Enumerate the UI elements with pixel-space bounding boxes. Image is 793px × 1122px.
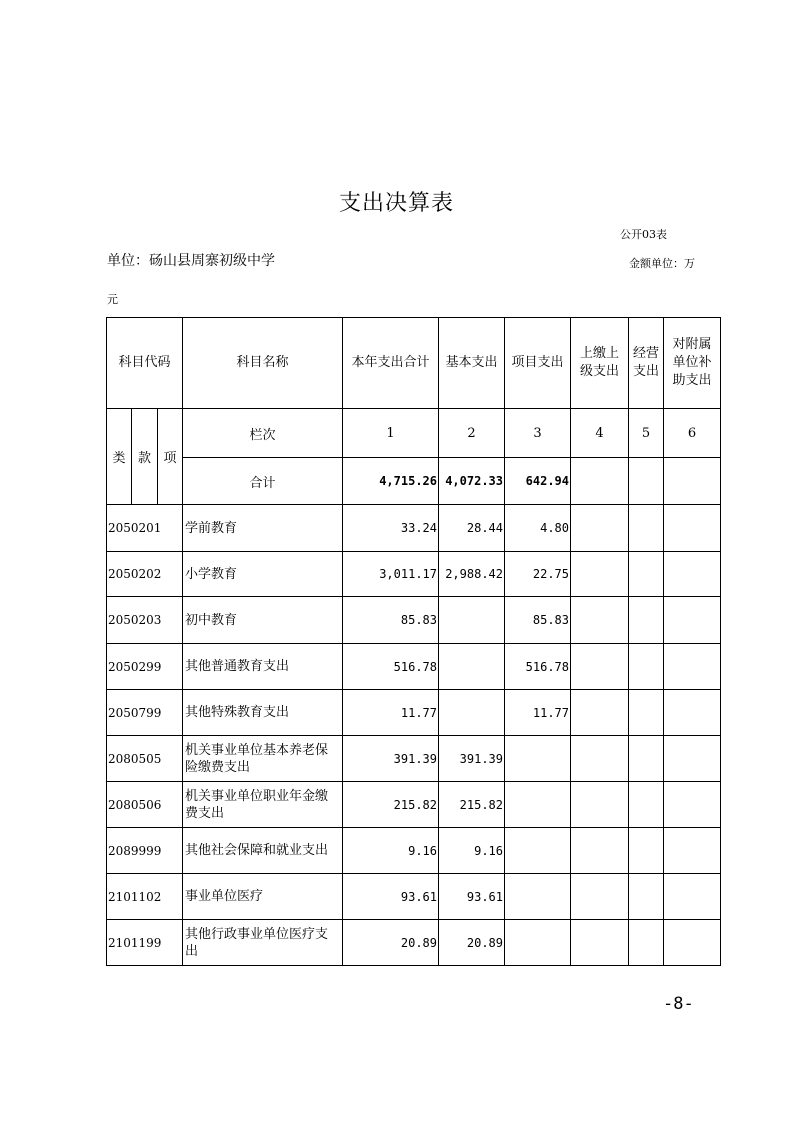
row-col3 xyxy=(505,736,571,782)
row-col4 xyxy=(571,597,629,644)
row-col3: 22.75 xyxy=(505,552,571,597)
table-row xyxy=(107,920,721,966)
row-col1: 85.83 xyxy=(343,597,439,644)
row-col5 xyxy=(629,505,664,552)
row-col2: 20.89 xyxy=(439,920,505,966)
row-col6 xyxy=(664,828,721,874)
header-name: 科目名称 xyxy=(183,318,343,409)
row-col3: 11.77 xyxy=(505,690,571,736)
row-col6 xyxy=(664,552,721,597)
row-name: 学前教育 xyxy=(183,505,343,552)
row-col3: 4.80 xyxy=(505,505,571,552)
row-col5 xyxy=(629,597,664,644)
row-col6 xyxy=(664,597,721,644)
row-col5 xyxy=(629,828,664,874)
row-code: 2050203 xyxy=(107,597,183,644)
header-col6: 对附属单位补助支出 xyxy=(664,318,721,409)
header-code: 科目代码 xyxy=(107,318,183,409)
row-col6 xyxy=(664,690,721,736)
row-col4 xyxy=(571,505,629,552)
row-col1: 3,011.17 xyxy=(343,552,439,597)
table-row xyxy=(107,552,721,597)
row-col2: 9.16 xyxy=(439,828,505,874)
header-row xyxy=(107,318,721,409)
row-col2: 391.39 xyxy=(439,736,505,782)
row-name: 其他特殊教育支出 xyxy=(183,690,343,736)
table-row xyxy=(107,644,721,690)
table-row xyxy=(107,782,721,828)
row-col2 xyxy=(439,597,505,644)
row-col1: 33.24 xyxy=(343,505,439,552)
row-col6 xyxy=(664,644,721,690)
amount-unit-label-continued: 元 xyxy=(107,293,118,306)
row-col3 xyxy=(505,920,571,966)
row-col5 xyxy=(629,690,664,736)
table-row xyxy=(107,736,721,782)
row-col3 xyxy=(505,874,571,920)
row-code: 2101199 xyxy=(107,920,183,966)
header-col4: 上缴上级支出 xyxy=(571,318,629,409)
row-name: 其他社会保障和就业支出 xyxy=(183,828,343,874)
header-xiang: 项 xyxy=(158,409,183,505)
col-number-6: 6 xyxy=(664,409,721,458)
row-col1: 11.77 xyxy=(343,690,439,736)
row-col3: 516.78 xyxy=(505,644,571,690)
row-col6 xyxy=(664,505,721,552)
row-col5 xyxy=(629,644,664,690)
row-col4 xyxy=(571,736,629,782)
row-col4 xyxy=(571,828,629,874)
col-number-4: 4 xyxy=(571,409,629,458)
row-code: 2080505 xyxy=(107,736,183,782)
row-col5 xyxy=(629,552,664,597)
row-col4 xyxy=(571,782,629,828)
row-col4 xyxy=(571,644,629,690)
row-col6 xyxy=(664,874,721,920)
column-number-row xyxy=(107,409,721,458)
row-name: 小学教育 xyxy=(183,552,343,597)
expenditure-table xyxy=(106,317,721,966)
row-col1: 20.89 xyxy=(343,920,439,966)
row-col5 xyxy=(629,920,664,966)
row-col5 xyxy=(629,782,664,828)
row-code: 2050299 xyxy=(107,644,183,690)
row-col5 xyxy=(629,874,664,920)
row-col4 xyxy=(571,874,629,920)
row-col3 xyxy=(505,828,571,874)
total-col2: 4,072.33 xyxy=(439,458,505,505)
row-col1: 516.78 xyxy=(343,644,439,690)
row-col4 xyxy=(571,920,629,966)
total-col3: 642.94 xyxy=(505,458,571,505)
col-number-5: 5 xyxy=(629,409,664,458)
row-code: 2050799 xyxy=(107,690,183,736)
row-name: 机关事业单位基本养老保险缴费支出 xyxy=(183,736,343,782)
row-col2: 93.61 xyxy=(439,874,505,920)
table-row xyxy=(107,597,721,644)
row-col6 xyxy=(664,920,721,966)
row-col2 xyxy=(439,690,505,736)
row-col2: 215.82 xyxy=(439,782,505,828)
total-label: 合计 xyxy=(183,458,343,505)
header-col1: 本年支出合计 xyxy=(343,318,439,409)
row-code: 2101102 xyxy=(107,874,183,920)
form-number: 公开03表 xyxy=(620,228,667,241)
table-row xyxy=(107,690,721,736)
row-name: 机关事业单位职业年金缴费支出 xyxy=(183,782,343,828)
row-col2 xyxy=(439,644,505,690)
row-col6 xyxy=(664,782,721,828)
header-col3: 项目支出 xyxy=(505,318,571,409)
page-number: -8- xyxy=(663,994,694,1014)
row-name: 初中教育 xyxy=(183,597,343,644)
total-row xyxy=(107,458,721,505)
amount-unit-label: 金额单位：万 xyxy=(629,257,695,270)
row-col1: 391.39 xyxy=(343,736,439,782)
row-code: 2050202 xyxy=(107,552,183,597)
row-col2: 28.44 xyxy=(439,505,505,552)
row-code: 2080506 xyxy=(107,782,183,828)
page-title: 支出决算表 xyxy=(338,191,454,216)
row-code: 2050201 xyxy=(107,505,183,552)
header-col5: 经营支出 xyxy=(629,318,664,409)
table-row xyxy=(107,505,721,552)
row-col1: 93.61 xyxy=(343,874,439,920)
col-number-2: 2 xyxy=(439,409,505,458)
row-col3: 85.83 xyxy=(505,597,571,644)
row-name: 其他普通教育支出 xyxy=(183,644,343,690)
header-kuan: 款 xyxy=(132,409,158,505)
header-lei: 类 xyxy=(107,409,132,505)
row-col1: 9.16 xyxy=(343,828,439,874)
row-col1: 215.82 xyxy=(343,782,439,828)
row-col4 xyxy=(571,690,629,736)
unit-label: 单位：砀山县周寨初级中学 xyxy=(107,253,275,269)
row-col3 xyxy=(505,782,571,828)
row-col5 xyxy=(629,736,664,782)
table-row xyxy=(107,874,721,920)
total-col1: 4,715.26 xyxy=(343,458,439,505)
col-number-3: 3 xyxy=(505,409,571,458)
row-col2: 2,988.42 xyxy=(439,552,505,597)
table-row xyxy=(107,828,721,874)
row-name: 其他行政事业单位医疗支出 xyxy=(183,920,343,966)
row-col6 xyxy=(664,736,721,782)
col-number-1: 1 xyxy=(343,409,439,458)
header-lanci: 栏次 xyxy=(183,409,343,458)
row-code: 2089999 xyxy=(107,828,183,874)
row-name: 事业单位医疗 xyxy=(183,874,343,920)
header-col2: 基本支出 xyxy=(439,318,505,409)
row-col4 xyxy=(571,552,629,597)
